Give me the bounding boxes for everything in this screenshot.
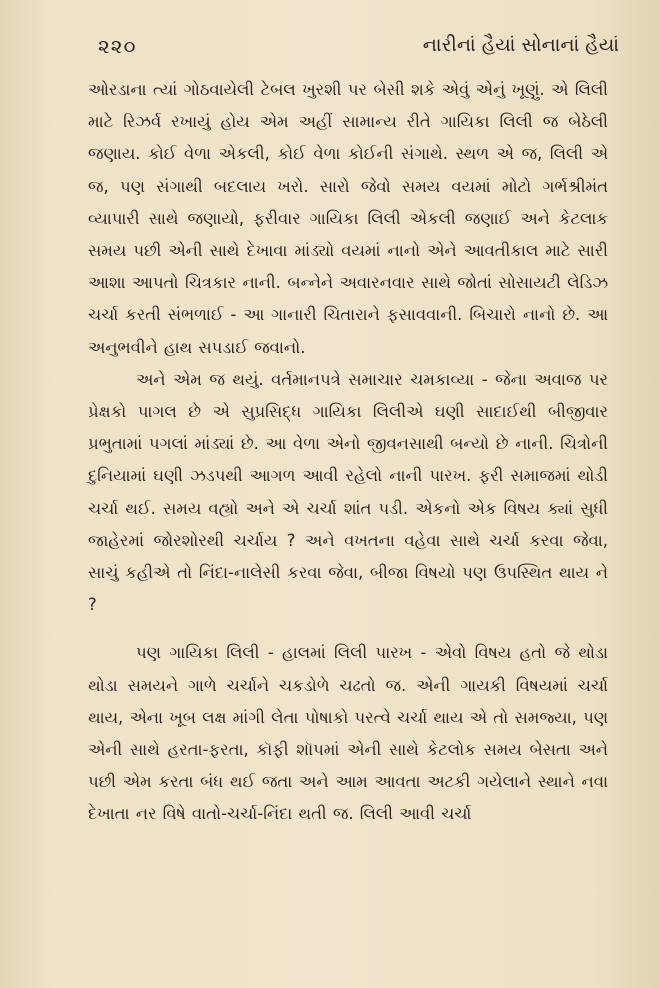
page-number: ૨૨૦	[98, 34, 137, 58]
running-title: નારીનાં હૈયાં સોનાનાં હૈયાં	[422, 34, 619, 56]
paragraph-1: ઓરડાના ત્યાં ગોઠવાયેલી ટેબલ ખુરશી પર બેસી શકે એવું એનું ખૂણું. એ લિલી માટે રિઝર્વ રખાયું હોય એમ અહીં સામાન્ય રીતે ગાયિકા લિલી જ બેઠેલી જણાય. કોઈ વેળા એકલી, કોઈ વેળા કોઈની સંગાથે. સ્થળ એ જ, લિલી એ જ, પણ સંગાથી બદલાય ખરો. સારો જેવો સમય વયમાં મોટો ગર્ભશ્રીમંત વ્યાપારી સાથે જણાયો, ફરીવાર ગાયિકા લિલી એકલી જણાઈ અને કેટલાક સમય પછી એની સાથે દેખાવા માંડ્યો વયમાં નાનો એને આવતીકાલ માટે સારી આશા આપતો ચિત્રકાર નાની. બન્નેને અવારનવાર સાથે જોતાં સોસાયટી લેડિઝ ચર્ચા કરતી સંભળાઈ - આ ગાનારી ચિતારાને ફસાવવાની. બિચારો નાનો છે. આ અનુભવીને હાથ સપડાઈ જવાનો.	[88, 80, 608, 357]
page-header	[98, 30, 619, 66]
paragraph-3: પણ ગાયિકા લિલી - હાલમાં લિલી પારખ - એવો વિષય હતો જે થોડા થોડા સમયને ગાળે ચર્ચાને ચકડોળે ચઢતો જ. એની ગાયકી વિષયમાં ચર્ચા થાય, એના ખૂબ લક્ષ માંગી લેતા પોષાકો પરત્વે ચર્ચા થાય એ તો સમજ્યા, પણ એની સાથે હરતા-ફરતા, કૉફી શૉપમાં એની સાથે કેટલોક સમય બેસતા અને પછી એમ કરતા બંધ થઈ જતા અને આમ આવતા અટકી ગયેલાને સ્થાને નવા દેખાતા નર વિષે વાતો-ચર્ચા-નિંદા થતી જ. લિલી આવી ચર્ચા	[88, 643, 608, 824]
paragraph-2: અને એમ જ થયું. વર્તમાનપત્રે સમાચાર ચમકાવ્યા - જેના અવાજ પર પ્રેક્ષકો પાગલ છે એ સુપ્રસિદ્ધ ગાયિકા લિલીએ ઘણી સાદાઈથી બીજીવાર પ્રભુતામાં પગલાં માંડ્યાં છે. આ વેળા એનો જીવનસાથી બન્યો છે નાની. ચિત્રોની દુનિયામાં ઘણી ઝડપથી આગળ આવી રહેલો નાની પારખ. ફરી સમાજમાં થોડી ચર્ચા થઈ. સમય વહ્યો અને એ ચર્ચા શાંત પડી. એકનો એક વિષય ક્યાં સુધી જાહેરમાં જોરશોરથી ચર્ચાય ? અને વખતના વહેવા સાથે ચર્ચા કરવા જેવા, સાચું કહીએ તો નિંદા-નાલેસી કરવા જેવા, બીજા વિષયો પણ ઉપસ્થિત થાય ને ?	[88, 369, 608, 615]
body-text	[88, 74, 608, 831]
